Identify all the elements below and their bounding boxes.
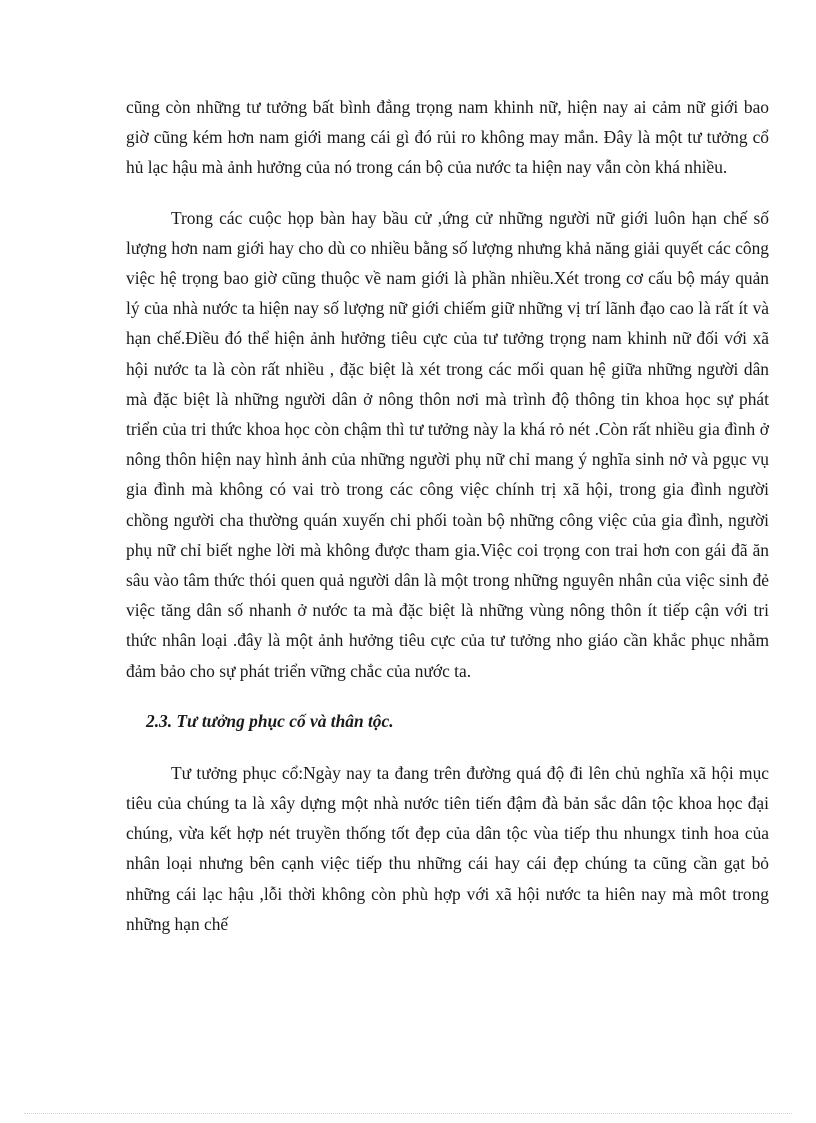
paragraph-gender-inequality: cũng còn những tư tưởng bất bình đẳng trọng nam khinh nữ, hiện nay ai cảm nữ giới bao giờ cũng kém hơn nam giới mang cái gì đó rủi ro không may mắn. Đây là một tư tưởng cổ hủ lạc hậu mà ảnh hưởng của nó trong cán bộ của nước ta hiện nay vẫn còn khá nhiều. (126, 97, 769, 178)
document-body (126, 92, 769, 939)
paragraph-restoration-ideology: Tư tưởng phục cổ:Ngày nay ta đang trên đường quá độ đi lên chủ nghĩa xã hội mục tiêu của chúng ta là xây dựng một nhà nước tiên tiến đậm đà bản sắc dân tộc khoa học đại chúng, vừa kết hợp nét truyền thống tốt đẹp của dân tộc vùa tiếp thu nhungx tinh hoa của nhân loại nhưng bên cạnh việc tiếp thu những cái hay cái đẹp chúng ta cũng cần gạt bỏ những cái lạc hậu ,lỗi thời không còn phù hợp với xã hội nước ta hiên nay mà môt trong những hạn chế (126, 762, 769, 934)
paragraph-meetings-elections: Trong các cuộc họp bàn hay bầu cử ,ứng cử những người nữ giới luôn hạn chế số lượng hơn nam giới hay cho dù co nhiều bằng số lượng nhưng khả năng giải quyết các công việc hệ trọng bao giờ cũng thuộc về nam giới là phần nhiều.Xét trong cơ cấu bộ máy quản lý của nhà nước ta hiện nay số lượng nữ giới chiếm giữ những vị trí lãnh đạo cao là rất ít và hạn chế.Điều đó thể hiện ảnh hưởng tiêu cực của tư tưởng trọng nam khinh nữ đối với xã hội nước ta là còn rất nhiều , đặc biệt là xét trong các mối quan hệ giữa những người dân mà đặc biệt là những người dân ở nông thôn nơi mà trình độ thông tin khoa học sự phát triển của tri thức khoa học còn chậm thì tư tưởng này la khá rỏ nét .Còn rất nhiều gia đình ở nông thôn hiện nay hình ảnh của những người phụ nữ chỉ mang ý nghĩa sinh nở và pgục vụ gia đình mà không có vai trò trong các công việc chính trị xã hội, trong gia đình người chồng người cha thường quán xuyến chi phối toàn bộ những công việc của gia đình, người phụ nữ chỉ biết nghe lời mà không được tham gia.Việc coi trọng con trai hơn con gái đã ăn sâu vào tâm thức thói quen quả người dân là một trong những nguyên nhân của việc sinh đẻ việc tăng dân số nhanh ở nước ta mà đặc biệt là những vùng nông thôn ít tiếp cận với tri thức nhân loại .đây là một ảnh hưởng tiêu cực của tư tưởng nho giáo cần khắc phục nhằm đảm bảo cho sự phát triển vững chắc của nước ta. (126, 207, 769, 681)
section-heading: 2.3. Tư tưởng phục cố và thân tộc. (146, 710, 394, 731)
page-bottom-divider (24, 1113, 792, 1114)
